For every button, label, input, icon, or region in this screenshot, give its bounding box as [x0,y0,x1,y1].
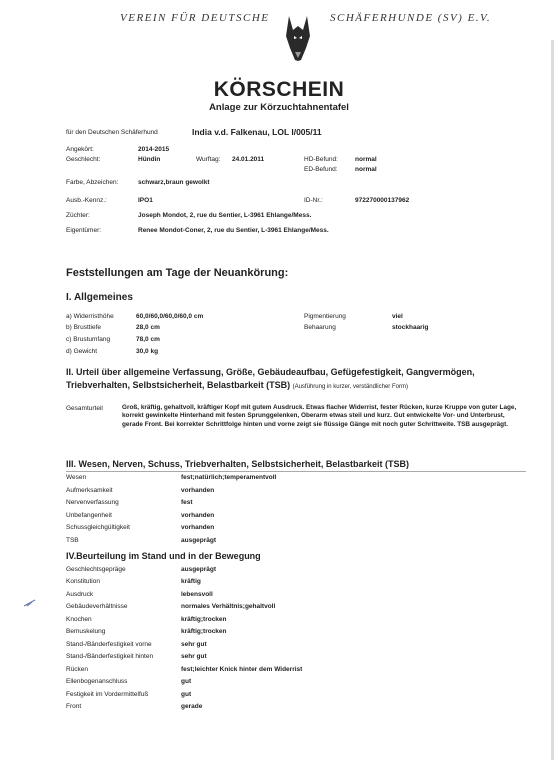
behaarung-value: stockhaarig [392,324,429,331]
wesen-row-label: TSB [66,537,79,544]
beurteilung-row-value: gut [181,691,192,698]
wesen-divider [66,471,526,472]
beurteilung-row-value: sehr gut [181,641,207,648]
gesamturteil-text: Groß, kräftig, gehaltvoll, kräftiger Kopf mit gutem Ausdruck. Etwas flacher Widerrist, fester Rücken, kurze Kruppe von guter Lage, korrekt gewinkelte Hinterhand mit festen Sprunggelenken, Oberarm etwas steil und kurz. Gut entwickelte Vor- und Unterbrust, gerade Front. Bei korrekter Schrittfolge hinten und vorne zeigt sie flüssige Gänge mit noch guter Schrittweite. TSB ausgeprägt. [122,404,517,428]
id-value: 972270000137962 [355,197,410,204]
brustumfang-label: c) Brustumfang [66,336,111,343]
angekoert-label: Angekört: [66,146,94,153]
club-name-right: SCHÄFERHUNDE (SV) E.V. [330,12,492,24]
beurteilung-row-label: Gebäudeverhältnisse [66,603,128,610]
brusttiefe-value: 28,0 cm [136,324,160,331]
farbe-value: schwarz,braun gewolkt [138,179,210,186]
angekoert-value: 2014-2015 [138,146,170,153]
wesen-heading: III. Wesen, Nerven, Schuss, Triebverhalten, Selbstsicherheit, Belastbarkeit (TSB) [66,459,409,469]
for-dog-label: für den Deutschen Schäferhund [66,129,158,136]
pen-mark-icon [22,598,38,608]
hd-label: HD-Befund: [304,156,338,163]
beurteilung-heading: IV.Beurteilung im Stand und in der Bewegung [66,551,261,561]
beurteilung-row-value: gut [181,678,192,685]
beurteilung-row-value: gerade [181,703,203,710]
eigentuemer-value: Renee Mondot-Coner, 2, rue du Sentier, L-3961 Ehlange/Mess. [138,227,329,234]
beurteilung-row-value: kräftig [181,578,201,585]
wesen-row-label: Aufmerksamkeit [66,487,113,494]
beurteilung-row-value: kräftig;trocken [181,616,227,623]
beurteilung-row-value: kräftig;trocken [181,628,227,635]
club-name-left: VEREIN FÜR DEUTSCHE [120,12,270,24]
urteil-heading-line2 [66,379,408,393]
gewicht-value: 30,0 kg [136,348,159,355]
ausb-value: IPO1 [138,197,153,204]
ed-label: ED-Befund: [304,166,338,173]
wurftag-label: Wurftag: [196,156,221,163]
ed-value: normal [355,166,377,173]
wesen-row-label: Schussgleichgültigkeit [66,524,130,531]
beurteilung-row-label: Stand-/Bänderfestigkeit vorne [66,641,152,648]
widerrist-label: a) Widerristhöhe [66,313,114,320]
pigment-label: Pigmentierung [304,313,346,320]
beurteilung-row-label: Front [66,703,82,710]
beurteilung-row-label: Knochen [66,616,92,623]
beurteilung-row-label: Bemuskelung [66,628,106,635]
beurteilung-row-label: Konstitution [66,578,100,585]
beurteilung-row-label: Geschlechtsgepräge [66,566,126,573]
wesen-row-value: ausgeprägt [181,537,217,544]
document-title: KÖRSCHEIN [213,78,345,101]
wesen-row-label: Nervenverfassung [66,499,119,506]
behaarung-label: Behaarung [304,324,336,331]
wesen-row-value: vorhanden [181,487,215,494]
widerrist-value: 60,0/60,0/60,0/60,0 cm [136,313,204,320]
document-subtitle: Anlage zur Körzuchtahnentafel [209,102,349,113]
beurteilung-row-label: Festigkeit im Vordermittelfuß [66,691,149,698]
pigment-value: viel [392,313,403,320]
urteil-heading-line1: II. Urteil über allgemeine Verfassung, Größe, Gebäudeaufbau, Gefügefestigkeit, Gangvermögen, [66,367,475,377]
wesen-row-value: fest [181,499,193,506]
geschlecht-value: Hündin [138,156,161,163]
beurteilung-row-value: ausgeprägt [181,566,217,573]
brusttiefe-label: b) Brusttiefe [66,324,102,331]
beurteilung-row-value: fest;leichter Knick hinter dem Widerrist [181,666,303,673]
wesen-row-value: fest;natürlich;temperamentvoll [181,474,277,481]
allgemeines-heading: I. Allgemeines [66,292,133,303]
beurteilung-row-label: Ausdruck [66,591,94,598]
wesen-row-value: vorhanden [181,524,215,531]
beurteilung-row-label: Ellenbogenanschluss [66,678,128,685]
beurteilung-row-value: normales Verhältnis;gehaltvoll [181,603,276,610]
beurteilung-row-label: Stand-/Bänderfestigkeit hinten [66,653,154,660]
hd-value: normal [355,156,377,163]
dog-name: India v.d. Falkenau, LOL I/005/11 [192,127,322,137]
brustumfang-value: 78,0 cm [136,336,160,343]
wesen-row-label: Unbefangenheit [66,512,112,519]
shepherd-dog-logo [279,14,317,62]
wesen-row-label: Wesen [66,474,87,481]
wesen-row-value: vorhanden [181,512,215,519]
zuechter-value: Joseph Mondot, 2, rue du Sentier, L-3961 Ehlange/Mess. [138,212,312,219]
farbe-label: Farbe, Abzeichen: [66,179,119,186]
gewicht-label: d) Gewicht [66,348,98,355]
beurteilung-row-label: Rücken [66,666,89,673]
urteil-heading-text: Triebverhalten, Selbstsicherheit, Belastbarkeit (TSB) [66,380,291,390]
urteil-heading-note: (Ausführung in kurzer, verständlicher Form) [292,384,408,390]
zuechter-label: Züchter: [66,212,90,219]
gesamturteil-label: Gesamturteil [66,405,103,412]
eigentuemer-label: Eigentümer: [66,227,102,234]
scan-edge [551,40,554,760]
wurftag-value: 24.01.2011 [232,156,265,163]
geschlecht-label: Geschlecht: [66,156,101,163]
beurteilung-row-value: lebensvoll [181,591,213,598]
id-label: ID-Nr.: [304,197,323,204]
beurteilung-row-value: sehr gut [181,653,207,660]
ausb-label: Ausb.-Kennz.: [66,197,107,204]
section-main-heading: Feststellungen am Tage der Neuankörung: [66,267,289,279]
